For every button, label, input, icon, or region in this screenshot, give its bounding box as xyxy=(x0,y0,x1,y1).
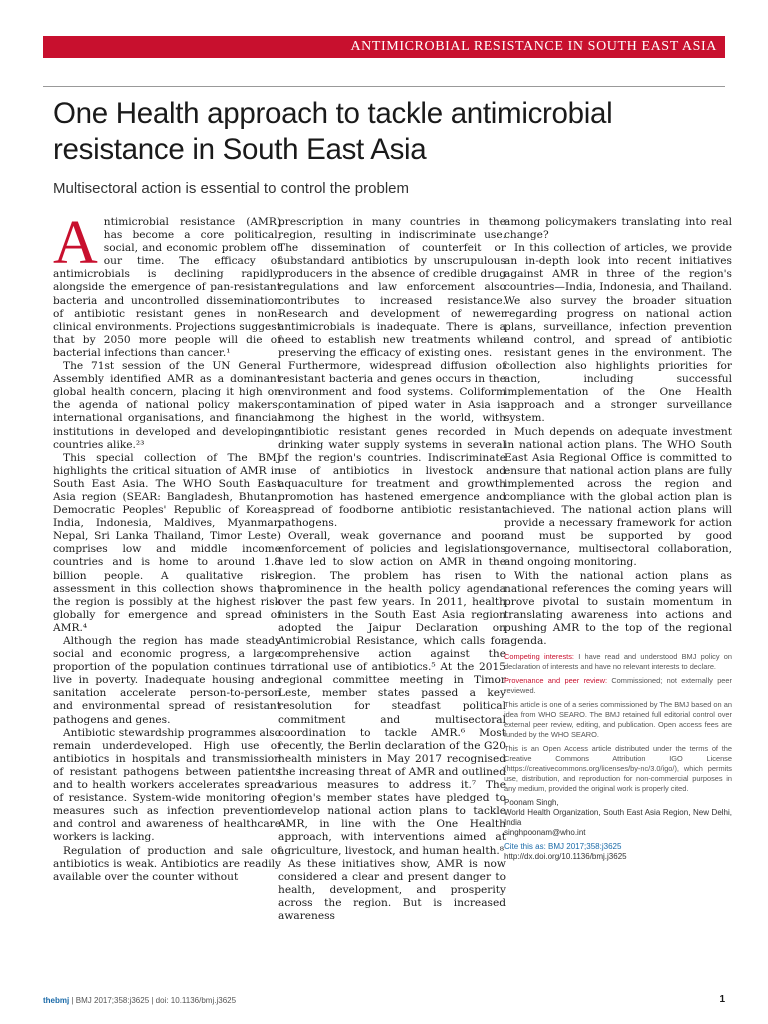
series-note: This article is one of a series commissioned by The BMJ based on an idea from WHO SEARO. The BMJ retained full editorial control over external peer review, editing, and publication. Open access fees are funded by the WHO SEARO. xyxy=(504,700,732,740)
author-block xyxy=(504,798,732,838)
competing-interests: Competing interests: I have read and understood BMJ policy on declaration of interests and have no relevant interests to declare. xyxy=(504,652,732,672)
provenance: Provenance and peer review: Commissioned; not externally peer reviewed. xyxy=(504,676,732,696)
paragraph: Much depends on adequate investment in national action plans. The WHO South East Asia Regional Office is committed to ensure that national action plans are fully implemented across the region and compliance with the global action plan is achieved. The national action plans will provide a necessary framework for action and must be supported by good governance, multisectoral collaboration, and ongoing monitoring. xyxy=(504,425,732,569)
paragraph: prescription in many countries in the region, resulting in indiscriminate use. The dissemination of counterfeit or substandard antibiotics by unscrupulous producers in the absence of credible drug regulations and law enforcement also contributes to increased resistance. Research and development of newer antimicrobials is inadequate. There is a need to establish new treatments while preserving the efficacy of existing ones. xyxy=(278,216,506,359)
paragraph: Furthermore, widespread diffusion of resistant bacteria and genes occurs in the environment and food systems. Coliform contamination of piped water in Asia is among the highest in the world, with antibiotic resistant genes recorded in drinking water supply systems in several of the region's countries. Indiscriminate use of antibiotics in livestock and aquaculture for treatment and growth promotion has hastened emergence and spread of foodborne antibiotic resistant pathogens. xyxy=(278,360,506,530)
author-email[interactable]: singhpoonam@who.int xyxy=(504,828,586,838)
article-subtitle: Multisectoral action is essential to control the problem xyxy=(53,180,410,197)
column-3 xyxy=(504,216,732,866)
paragraph: Overall, weak governance and poor enforcement of policies and legislations have led to slow action on AMR in the region. The problem has risen to prominence in the health policy agenda over the past few years. In 2011, health ministers in the South East Asia region adopted the Jaipur Declaration on Antimicrobial Resistance, which calls for comprehensive action against the irrational use of antibiotics.⁵ At the 2015 regional committee meeting in Timor Leste, member states passed a key resolution for steadfast political commitment and multisectoral coordination to tackle AMR.⁶ Most recently, the Berlin declaration of the G20 health ministers in May 2017 recognised the increasing threat of AMR and outlined various measures to address it.⁷ The region's member states have pledged to develop national action plans to tackle AMR, in line with the One Health approach, with interventions aimed at agriculture, livestock, and human health.⁸ xyxy=(278,530,506,857)
paragraph: Although the region has made steady social and economic progress, a large proportion of the population continues to live in poverty. Inadequate housing and sanitation accelerate person-to-person and environmental spread of resistant pathogens and genes. xyxy=(53,635,281,726)
author-name: Poonam Singh, xyxy=(504,798,559,808)
article-title: One Health approach to tackle antimicrobial resistance in South East Asia xyxy=(53,97,613,166)
paragraph: Regulation of production and sale of antibiotics is weak. Antibiotics are readily available over the counter without xyxy=(53,844,281,883)
article-notes xyxy=(504,652,732,862)
bmj-logo: thebmj xyxy=(43,996,70,1005)
author-affiliation: World Health Organization, South East Asia Region, New Delhi, India xyxy=(504,808,732,828)
doi-link[interactable]: http://dx.doi.org/10.1136/bmj.j3625 xyxy=(504,852,627,862)
paragraph: As these initiatives show, AMR is now considered a clear and present danger to health, development, and prosperity across the region. But is increased awareness xyxy=(278,857,506,922)
drop-cap: A xyxy=(53,209,98,277)
paragraph: This special collection of The BMJ highlights the critical situation of AMR in South East Asia. The WHO South East Asia region (SEAR: Bangladesh, Bhutan, Democratic Peoples' Republic of Korea, India, Indonesia, Maldives, Myanmar, Nepal, Sri Lanka Thailand, Timor Leste) comprises low and middle income countries and is home to around 1.8 billion people. A qualitative risk assessment in this collection shows that the region is possibly at the highest risk globally for emergence and spread of AMR.⁴ xyxy=(53,451,281,634)
paragraph: The 71st session of the UN General Assembly identified AMR as a dominant global health concern, placing it high on the agenda of national policy makers, international organisations, and financial institutions in developed and developing countries alike.²³ xyxy=(53,360,281,451)
paragraph: In this collection of articles, we provide an in-depth look into recent initiatives against AMR in three of the region's countries—India, Indonesia, and Thailand. We also survey the broader situation regarding progress on national action plans, surveillance, infection prevention and control, and spread of antibiotic resistant genes in the environment. The collection also highlights priorities for action, including successful implementation of the One Health approach and a stronger surveillance system. xyxy=(504,242,732,425)
column-1 xyxy=(53,209,281,884)
column-2 xyxy=(278,216,506,923)
paragraph: Antimicrobial resistance (AMR) has become a core political, social, and economic problem of our time. The efficacy of antimicrobials is declining rapidly, alongside the emergence of pan-resistant bacteria and uncontrolled dissemination of antibiotic resistant genes in non-clinical environments. Projections suggest that by 2050 more people will die of bacterial infections than cancer.¹ xyxy=(53,209,281,359)
section-banner: ANTIMICROBIAL RESISTANCE IN SOUTH EAST ASIA xyxy=(43,36,725,58)
paragraph: With the national action plans as national references the coming years will prove pivotal to sustain momentum in translating awareness into actions and pushing AMR to the top of the regional agenda. xyxy=(504,569,732,647)
license-note: This is an Open Access article distributed under the terms of the Creative Commons Attribution IGO License (https://creativecommons.org/licenses/by-nc/3.0/igo/), which permits use, distribution, and reproduction for non-commercial purposes in any medium, provided the original work is properly cited. xyxy=(504,744,732,794)
page-footer: thebmj | BMJ 2017;358:j3625 | doi: 10.1136/bmj.j3625 xyxy=(43,996,237,1005)
title-rule xyxy=(43,86,725,87)
paragraph: among policymakers translating into real change? xyxy=(504,216,732,242)
citation: Cite this as: BMJ 2017;358:j3625 http://dx.doi.org/10.1136/bmj.j3625 xyxy=(504,842,627,862)
paragraph: Antibiotic stewardship programmes also remain underdeveloped. High use of antibiotics in hospitals and transmission of resistant pathogens between patients and to health workers accelerates spread of resistance. System-wide monitoring of measures such as infection prevention and control and awareness of healthcare workers is lacking. xyxy=(53,726,281,844)
page-number: 1 xyxy=(719,994,725,1005)
